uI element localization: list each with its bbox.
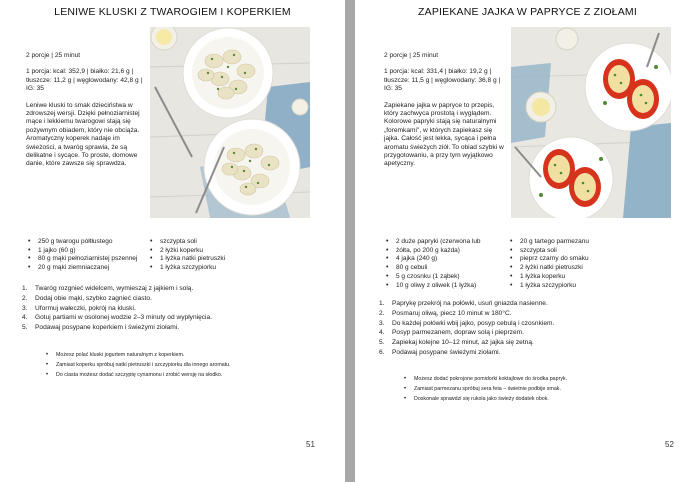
- servings-time: 2 porcje | 25 minut: [26, 52, 81, 59]
- tips-list: [402, 374, 567, 404]
- ingredient-item: • 10 g oliwy z oliwek (1 łyżka): [384, 282, 481, 291]
- step-item: [379, 328, 554, 338]
- recipe-info-column: [384, 52, 506, 177]
- step-item: [379, 319, 554, 329]
- ingredients-column-2: [508, 238, 589, 290]
- preparation-steps: [379, 299, 554, 358]
- recipe-photo-dumplings: [150, 27, 310, 218]
- step-text: Twaróg rozgnieć widelcem, wymieszaj z jajkiem i solą.: [35, 285, 194, 292]
- ingredient-item: • 4 jajka (240 g): [384, 255, 481, 264]
- page-left: [0, 0, 345, 482]
- page-right: [355, 0, 700, 482]
- nutrition-info: 1 porcja: kcal: 352,9 | białko: 21,6 g | tłuszcze: 11,2 g | węglowodany: 42,8 g | IG: 35: [26, 68, 143, 93]
- tip-item: • Możesz dodać pokrojone pomidorki koktajlowe do środka papryk.: [402, 374, 567, 384]
- ingredients-column-1: [26, 238, 137, 273]
- step-number: 3.: [379, 319, 385, 327]
- step-text: Gotuj partiami w osolonej wodzie 2–3 minuty od wypłynięcia.: [35, 314, 213, 322]
- tip-item: • Zamiast koperku spróbuj natki pietruszki i szczypiorku dla innego aromatu.: [44, 360, 231, 370]
- step-number: 2.: [379, 309, 385, 317]
- tip-item: • Możesz polać kluski jogurtem naturalnym z koperkiem.: [44, 350, 231, 360]
- step-number: 5.: [379, 339, 385, 347]
- ingredient-item: • 2 łyżki natki pietruszki: [508, 264, 589, 273]
- step-number: 6.: [379, 348, 385, 356]
- step-text: Zapiekaj kolejne 10–12 minut, aż jajka się zetną.: [392, 339, 534, 347]
- recipe-description: Leniwe kluski to smak dzieciństwa w zdrowszej wersji. Dzięki pełnoziarnistej mące i lekkiemu twarogowi stają się pożywnym obiadem, który nie obciąża. Aromatyczny koperek nadaje im świeżości, a twaróg sprawia, że są delikatne i sycące. To proste, domowe danie, które zawsze się sprawdza.: [26, 101, 140, 168]
- step-text: Uformuj wałeczki, pokrój na kluski.: [35, 304, 136, 312]
- ingredient-item: • 1 łyżka szczypiorku: [148, 264, 225, 273]
- step-item: [22, 304, 212, 314]
- ingredient-item: • 2 łyżki koperku: [148, 247, 225, 256]
- ingredient-item: • 1 jajko (60 g): [26, 247, 137, 256]
- step-text: Podawaj posypane świeżymi ziołami.: [392, 348, 501, 356]
- tip-item: • Doskonale sprawdzi się rukola jako świeży dodatek obok.: [402, 394, 567, 404]
- ingredient-item: • 20 g mąki ziemniaczanej: [26, 264, 137, 273]
- ingredient-item: • 2 duże papryki (czerwona lub: [384, 238, 481, 247]
- step-item: [22, 284, 212, 294]
- page-number: 52: [665, 440, 674, 449]
- preparation-steps: [22, 284, 212, 333]
- ingredient-item: • 20 g tartego parmezanu: [508, 238, 589, 247]
- ingredient-item: • 1 łyżka szczypiorku: [508, 282, 589, 291]
- ingredient-item: • szczypta soli: [508, 247, 589, 256]
- tip-item: • Zamiast parmezanu spróbuj sera feta – świetnie podbije smak.: [402, 384, 567, 394]
- step-text: Posmaruj oliwą, piecz 10 minut w 180°C.: [392, 309, 512, 317]
- page-number: 51: [306, 440, 315, 449]
- recipe-description: Zapiekane jajka w papryce to przepis, który zachwyca prostotą i wyglądem. Kolorowe papryki stają się naturalnymi „foremkami", w których zapiekasz się jajka. Całość jest lekka, sycąca i pełna aromatu świeżych ziół. To obiad szybki w przygotowaniu, a przy tym wyjątkowo apetyczny.: [384, 101, 504, 168]
- recipe-info-column: [26, 52, 148, 177]
- step-text: Podawaj posypane koperkiem i świeżymi ziołami.: [35, 324, 180, 332]
- step-text: Paprykę przekrój na połówki, usuń gniazda nasienne.: [392, 300, 548, 307]
- step-item: [379, 338, 554, 348]
- step-text: Dodaj obie mąki, szybko zagnieć ciasto.: [35, 294, 152, 302]
- ingredient-item: • szczypta soli: [148, 238, 225, 247]
- step-item: [22, 294, 212, 304]
- nutrition-info: 1 porcja: kcal: 331,4 | białko: 19,2 g | tłuszcze: 11,5 g | węglowodany: 36,8 g | IG: 35: [384, 68, 501, 93]
- step-number: 4.: [379, 329, 385, 337]
- ingredients-column-1: [384, 238, 481, 290]
- ingredient-item: • pieprz czarny do smaku: [508, 255, 589, 264]
- step-item: [379, 309, 554, 319]
- tip-item: • Do ciasta możesz dodać szczyptę cynamonu i zrobić wersję na słodko.: [44, 370, 231, 380]
- tips-list: [44, 350, 231, 380]
- step-item: [22, 313, 212, 323]
- recipe-title: LENIWE KLUSKI Z TWAROGIEM I KOPERKIEM: [54, 6, 291, 18]
- step-text: Posyp parmezanem, dopraw solą i pieprzem.: [392, 329, 524, 337]
- step-number: 4.: [22, 314, 28, 322]
- ingredient-item: • 5 g czosnku (1 ząbek): [384, 273, 481, 282]
- step-item: [379, 299, 554, 309]
- step-item: [22, 323, 212, 333]
- step-item: [379, 348, 554, 358]
- step-number: 2.: [22, 294, 28, 302]
- ingredient-item: • 1 łyżka koperku: [508, 273, 589, 282]
- ingredient-item: • żółta, po 200 g każda): [384, 247, 481, 256]
- ingredient-item: • 250 g twarogu półtłustego: [26, 238, 137, 247]
- servings-time: 2 porcje | 25 minut: [384, 52, 439, 59]
- page-gutter: [345, 0, 355, 482]
- ingredients-column-2: [148, 238, 225, 273]
- step-number: 1.: [379, 300, 385, 307]
- recipe-title: ZAPIEKANE JAJKA W PAPRYCE Z ZIOŁAMI: [418, 6, 637, 18]
- step-text: Do każdej połówki wbij jajko, posyp cebulą i czosnkiem.: [392, 319, 555, 327]
- step-number: 3.: [22, 304, 28, 312]
- ingredient-item: • 80 g mąki pełnoziarnistej pszennej: [26, 255, 137, 264]
- ingredient-item: • 1 łyżka natki pietruszki: [148, 255, 225, 264]
- recipe-photo-stuffed-peppers: [511, 27, 671, 218]
- ingredient-item: • 80 g cebuli: [384, 264, 481, 273]
- step-number: 1.: [22, 285, 28, 292]
- step-number: 5.: [22, 324, 28, 332]
